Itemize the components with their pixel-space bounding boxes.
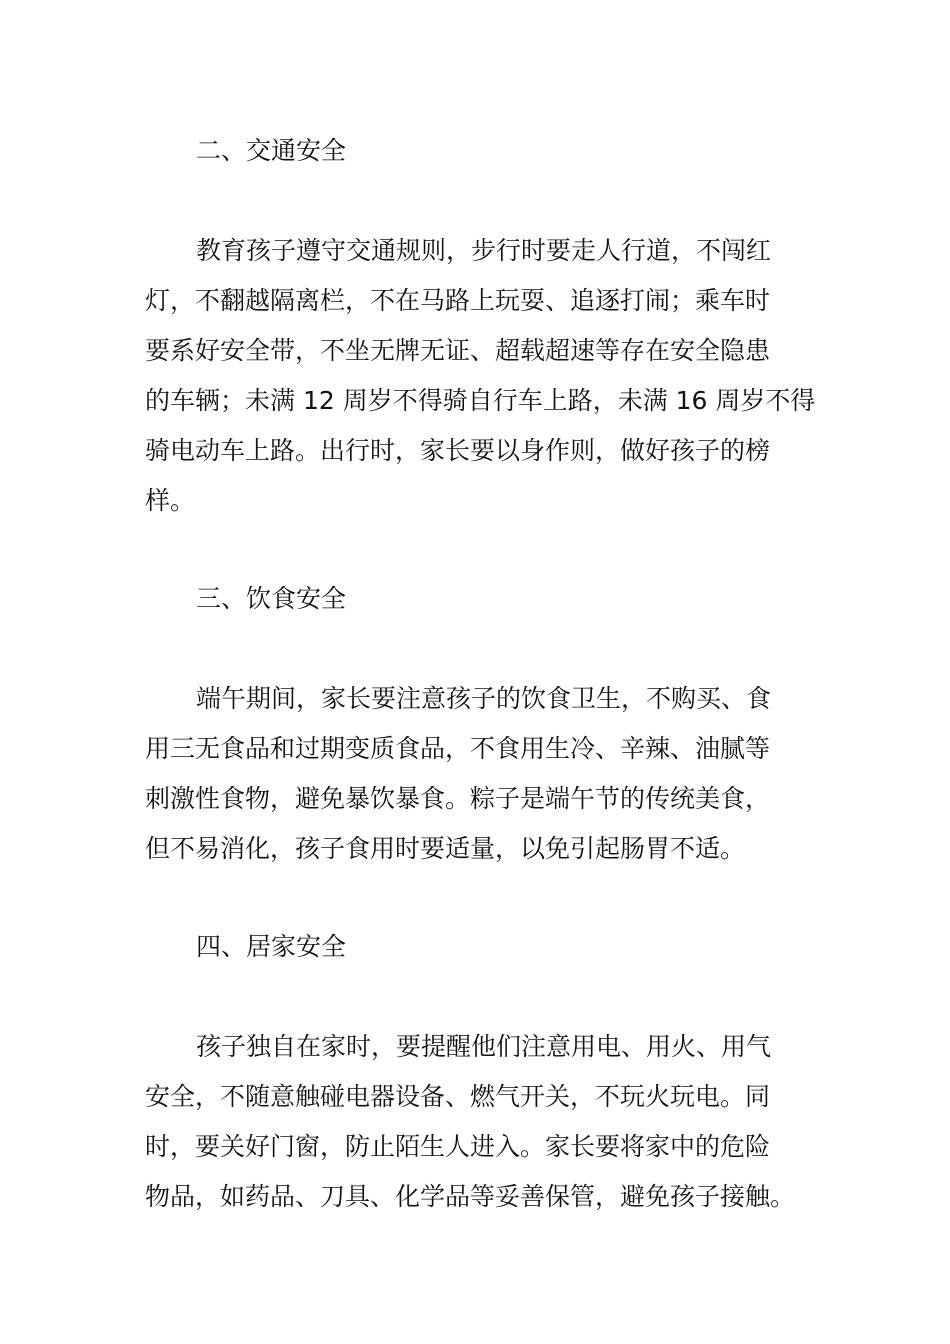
paragraph-line: 刺激性食物，避免暴饮暴食。粽子是端午节的传统美食，: [145, 784, 771, 813]
paragraph-line: 用三无食品和过期变质食品，不食用生冷、辛辣、油腻等: [145, 734, 771, 763]
paragraph-line: 样。: [145, 486, 196, 515]
paragraph-line: 教育孩子遵守交通规则，步行时要走人行道，不闯红: [196, 236, 772, 265]
paragraph-line: 安全，不随意触碰电器设备、燃气开关，不玩火玩电。同: [145, 1082, 771, 1111]
paragraph-line: 但不易消化，孩子食用时要适量，以免引起肠胃不适。: [145, 834, 746, 863]
paragraph-line: 要系好安全带，不坐无牌无证、超载超速等存在安全隐患: [145, 336, 771, 365]
paragraph-line: 孩子独自在家时，要提醒他们注意用电、用火、用气: [196, 1032, 772, 1061]
paragraph-line: 时，要关好门窗，防止陌生人进入。家长要将家中的危险: [145, 1132, 771, 1161]
paragraph-line: 骑电动车上路。出行时，家长要以身作则，做好孩子的榜: [145, 436, 771, 465]
section-heading-home-safety: 四、居家安全: [196, 932, 347, 961]
paragraph-line: 的车辆；未满 12 周岁不得骑自行车上路，未满 16 周岁不得: [145, 386, 816, 415]
paragraph-line: 物品，如药品、刀具、化学品等妥善保管，避免孩子接触。: [145, 1182, 796, 1211]
paragraph-line: 端午期间，家长要注意孩子的饮食卫生，不购买、食: [196, 684, 772, 713]
section-heading-traffic-safety: 二、交通安全: [196, 136, 347, 165]
paragraph-line: 灯，不翻越隔离栏，不在马路上玩耍、追逐打闹；乘车时: [145, 286, 771, 315]
section-heading-food-safety: 三、饮食安全: [196, 584, 347, 613]
